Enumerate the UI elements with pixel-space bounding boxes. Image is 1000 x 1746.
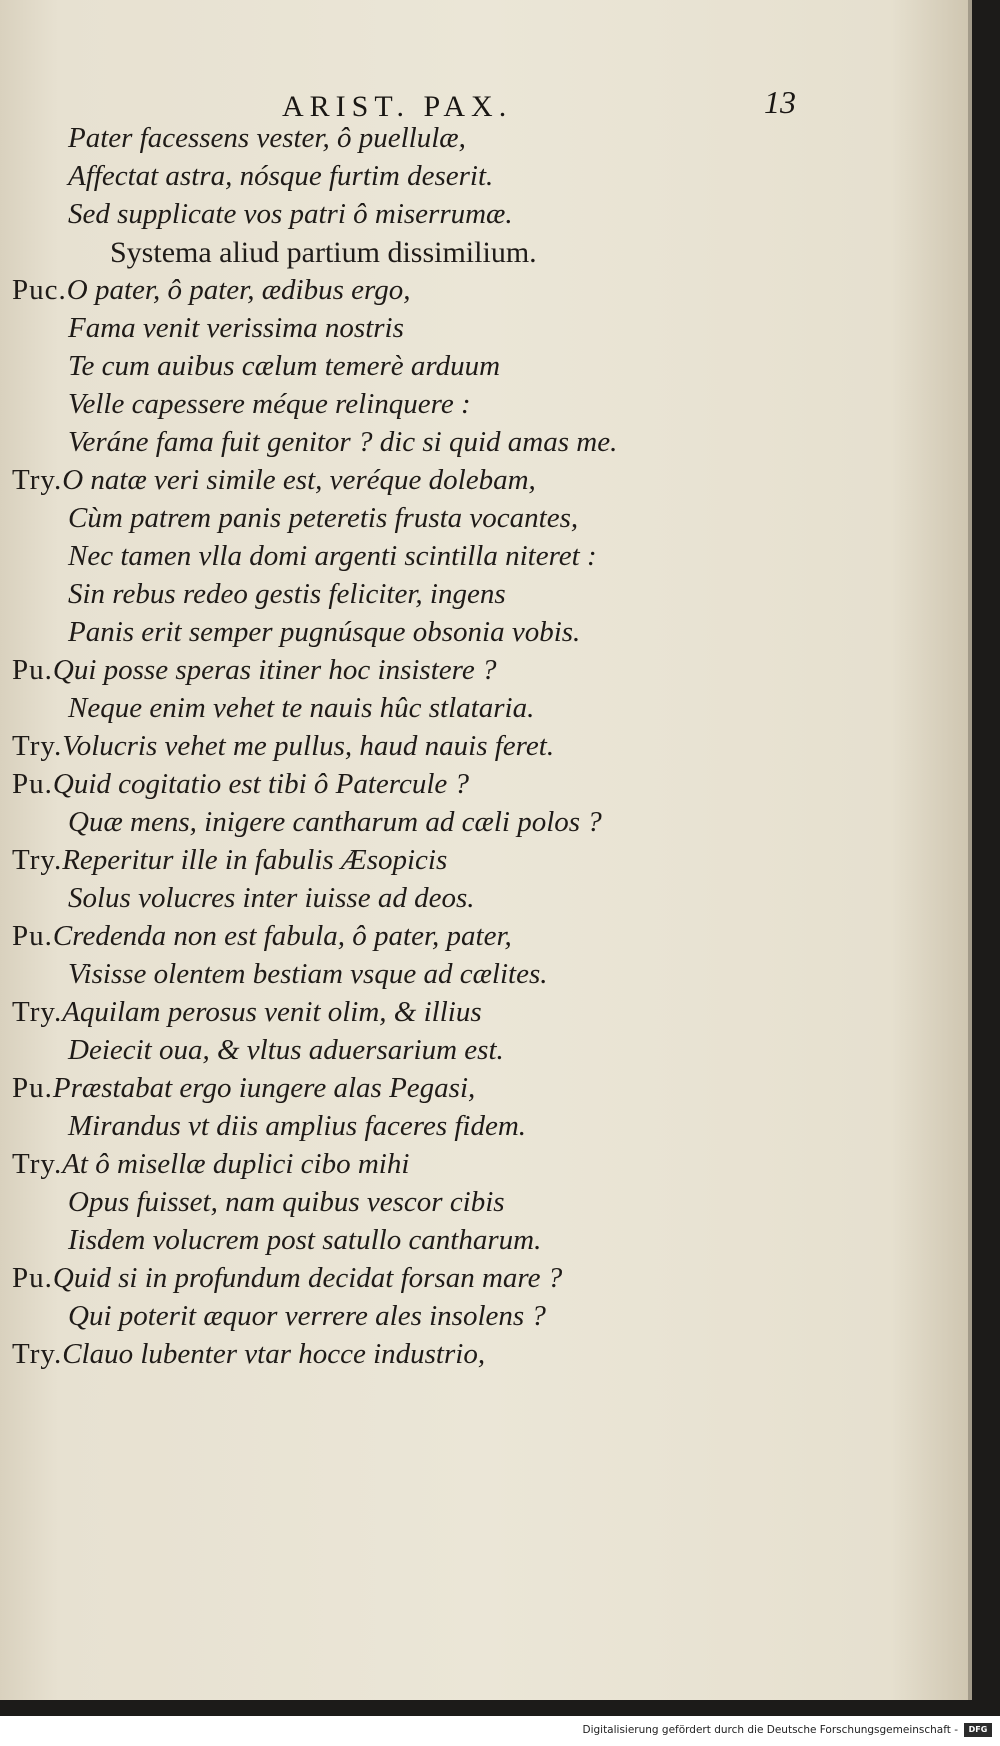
speaker-label: Try. [12, 996, 63, 1028]
verse-text: Aquilam perosus venit olim, & illius [62, 996, 482, 1028]
speaker-label: Try. [12, 1148, 63, 1180]
verse-line [68, 350, 500, 383]
speaker-label: Pu. [12, 920, 53, 952]
verse-text: At ô misellæ duplici cibo mihi [62, 1148, 410, 1180]
verse-line [68, 388, 471, 421]
speaker-label: Pu. [12, 654, 53, 686]
verse-text: Nec tamen vlla domi argenti scintilla niteret : [68, 540, 597, 572]
footer-bar [0, 1716, 1000, 1746]
speaker-label: Try. [12, 730, 63, 762]
verse-line [12, 768, 469, 801]
verse-text: Opus fuisset, nam quibus vescor cibis [68, 1186, 505, 1218]
verse-line [12, 1148, 409, 1181]
verse-line [68, 160, 493, 193]
verse-text: Affectat astra, nósque furtim deserit. [68, 160, 494, 192]
verse-text: Pater facessens vester, ô puellulæ, [68, 122, 466, 154]
verse-line [12, 920, 512, 953]
speaker-label: Pu. [12, 1262, 53, 1294]
verse-line [68, 426, 617, 459]
verse-text: Fama venit verissima nostris [68, 312, 404, 344]
verse-line [68, 312, 404, 345]
page-number: 13 [764, 84, 796, 120]
verse-text: Solus volucres inter iuisse ad deos. [68, 882, 475, 914]
speaker-label: Try. [12, 1338, 63, 1370]
speaker-label: Pu. [12, 768, 53, 800]
verse-line [68, 616, 580, 649]
verse-line [12, 996, 482, 1029]
verse-line [12, 274, 410, 307]
running-title: ARIST. PAX. [282, 90, 513, 123]
verse-text: Qui posse speras itiner hoc insistere ? [52, 654, 497, 686]
verse-text: Iisdem volucrem post satullo cantharum. [68, 1224, 542, 1256]
dfg-logo: DFG [964, 1723, 992, 1737]
verse-text: Credenda non est fabula, ô pater, pater, [52, 920, 512, 952]
verse-text: O natæ veri simile est, veréque dolebam, [62, 464, 536, 496]
verse-line [68, 1224, 541, 1257]
verse-line [12, 1072, 475, 1105]
verse-text: Clauo lubenter vtar hocce industrio, [62, 1338, 486, 1370]
verse-line [12, 464, 536, 497]
verse-line [68, 958, 548, 991]
verse-text: Quid si in profundum decidat forsan mare ? [52, 1262, 563, 1294]
verse-line [68, 1186, 505, 1219]
verse-line [12, 1262, 562, 1295]
verse-text: Neque enim vehet te nauis hûc stlataria. [68, 692, 535, 724]
verse-text: O pater, ô pater, ædibus ergo, [66, 274, 411, 306]
verse-text: Systema aliud partium dissimilium. [110, 236, 537, 269]
verse-line [68, 502, 578, 535]
verse-line [68, 806, 602, 839]
speaker-label: Try. [12, 464, 63, 496]
verse-text: Cùm patrem panis peteretis frusta vocantes, [68, 502, 579, 534]
verse-line [68, 1110, 526, 1143]
speaker-label: Try. [12, 844, 63, 876]
verse-line [68, 198, 513, 231]
verse-text: Qui poterit æquor verrere ales insolens ? [68, 1300, 546, 1332]
verse-line [110, 236, 537, 270]
verse-line [12, 844, 447, 877]
verse-text: Quæ mens, inigere cantharum ad cæli polos ? [68, 806, 602, 838]
verse-line [68, 1300, 546, 1333]
verse-text: Te cum auibus cælum temerè arduum [68, 350, 501, 382]
verse-line [68, 122, 466, 155]
verse-line [68, 540, 597, 573]
verse-line [68, 578, 506, 611]
funding-credit: Digitalisierung gefördert durch die Deutsche Forschungsgemeinschaft - [582, 1724, 958, 1736]
verse-text: Mirandus vt diis amplius faceres fidem. [68, 1110, 527, 1142]
verse-line [68, 692, 534, 725]
verse-line [12, 654, 496, 687]
verse-text: Visisse olentem bestiam vsque ad cælites. [68, 958, 548, 990]
verse-line [68, 882, 475, 915]
verse-text: Deiecit oua, & vltus aduersarium est. [68, 1034, 504, 1066]
verse-line [68, 1034, 504, 1067]
speaker-label: Puc. [12, 274, 67, 306]
verse-text: Reperitur ille in fabulis Æsopicis [62, 844, 448, 876]
verse-text: Sin rebus redeo gestis feliciter, ingens [68, 578, 506, 610]
verse-text: Præstabat ergo iungere alas Pegasi, [52, 1072, 476, 1104]
verse-text: Quid cogitatio est tibi ô Patercule ? [52, 768, 470, 800]
verse-text: Panis erit semper pugnúsque obsonia vobis. [68, 616, 581, 648]
verse-text: Volucris vehet me pullus, haud nauis feret. [62, 730, 555, 762]
verse-text: Sed supplicate vos patri ô miserrumæ. [68, 198, 513, 230]
verse-text: Veráne fama fuit genitor ? dic si quid amas me. [68, 426, 618, 458]
verse-line [12, 730, 554, 763]
page-edge [968, 0, 972, 1700]
verse-text: Velle capessere méque relinquere : [68, 388, 471, 420]
verse-line [12, 1338, 485, 1371]
speaker-label: Pu. [12, 1072, 53, 1104]
